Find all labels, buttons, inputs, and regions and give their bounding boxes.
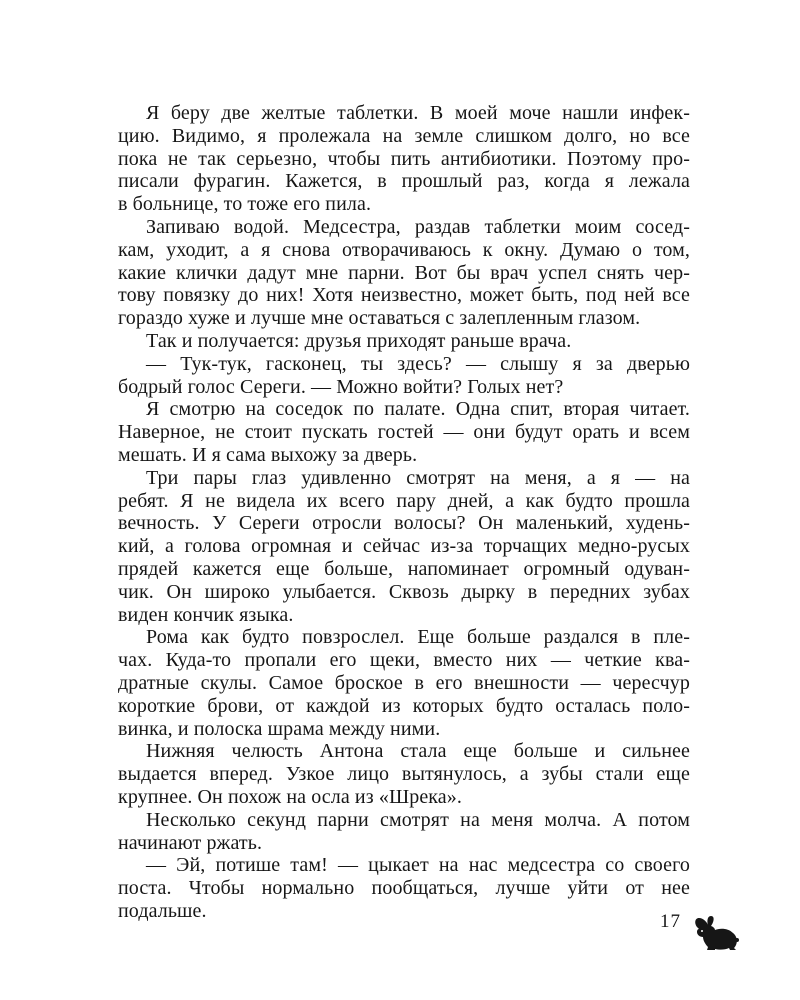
text-line: в больнице, то тоже его пила.	[118, 193, 372, 216]
text-line: кий, а голова огромная и сейчас из-за торчащих медно-русых	[118, 535, 690, 558]
text-line: Я смотрю на соседок по палате. Одна спит, вторая читает.	[146, 398, 690, 421]
rabbit-icon	[693, 913, 739, 953]
text-line: виден кончик языка.	[118, 603, 294, 626]
text-line: прядей кажется еще больше, напоминает огромный одуван-	[118, 557, 690, 580]
text-line: кам, уходит, а я снова отворачиваюсь к окну. Думаю о том,	[118, 238, 690, 261]
text-line: винка, и полоска шрама между ними.	[118, 717, 441, 740]
text-line: вечность. У Сереги отросли волосы? Он маленький, худень-	[118, 512, 690, 535]
text-line: подальше.	[118, 899, 207, 922]
text-line: Наверное, не стоит пускать гостей — они будут орать и всем	[118, 421, 690, 444]
text-line: тову повязку до них! Хотя неизвестно, может быть, под ней все	[118, 284, 690, 307]
text-line: пока не так серьезно, чтобы пить антибиотики. Поэтому про-	[118, 147, 690, 170]
text-line: писали фурагин. Кажется, в прошлый раз, когда я лежала	[118, 170, 690, 193]
text-line: Три пары глаз удивленно смотрят на меня, а я — на	[146, 466, 690, 489]
text-line: чах. Куда-то пропали его щеки, вместо них — четкие ква-	[118, 649, 690, 672]
text-line: начинают ржать.	[118, 831, 263, 854]
text-line: — Эй, потише там! — цыкает на нас медсестра со своего	[146, 854, 690, 877]
text-line: Запиваю водой. Медсестра, раздав таблетки моим сосед-	[146, 215, 690, 238]
text-line: мешать. И я сама выхожу за дверь.	[118, 443, 418, 466]
text-line: — Тук-тук, гасконец, ты здесь? — слышу я за дверью	[146, 352, 690, 375]
text-line: Так и получается: друзья приходят раньше врача.	[146, 329, 572, 352]
text-line: бодрый голос Сереги. — Можно войти? Голых нет?	[118, 375, 564, 398]
text-line: ребят. Я не видела их всего пару дней, а как будто прошла	[118, 489, 690, 512]
text-line: выдается вперед. Узкое лицо вытянулось, а зубы стали еще	[118, 763, 690, 786]
text-line: цию. Видимо, я пролежала на земле слишком долго, но все	[118, 124, 690, 147]
text-line: крупнее. Он похож на осла из «Шрека».	[118, 785, 462, 808]
text-line: дратные скулы. Самое броское в его внешности — чересчур	[118, 671, 690, 694]
text-line: какие клички дадут мне парни. Вот бы врач успел снять чер-	[118, 261, 690, 284]
text-line: чик. Он широко улыбается. Сквозь дырку в передних зубах	[118, 580, 690, 603]
text-line: Несколько секунд парни смотрят на меня молча. А потом	[146, 808, 690, 831]
text-line: Рома как будто повзрослел. Еще больше раздался в пле-	[146, 626, 690, 649]
text-line: Нижняя челюсть Антона стала еще больше и сильнее	[146, 740, 690, 763]
text-line: короткие брови, от каждой из которых будто осталась поло-	[118, 694, 690, 717]
text-line: гораздо хуже и лучше мне оставаться с залепленным глазом.	[118, 307, 641, 330]
text-line: Я беру две желтые таблетки. В моей моче нашли инфек-	[146, 102, 690, 124]
text-line: поста. Чтобы нормально пообщаться, лучше уйти от нее	[118, 877, 690, 900]
page-number: 17	[660, 911, 681, 932]
body-text	[118, 102, 690, 923]
